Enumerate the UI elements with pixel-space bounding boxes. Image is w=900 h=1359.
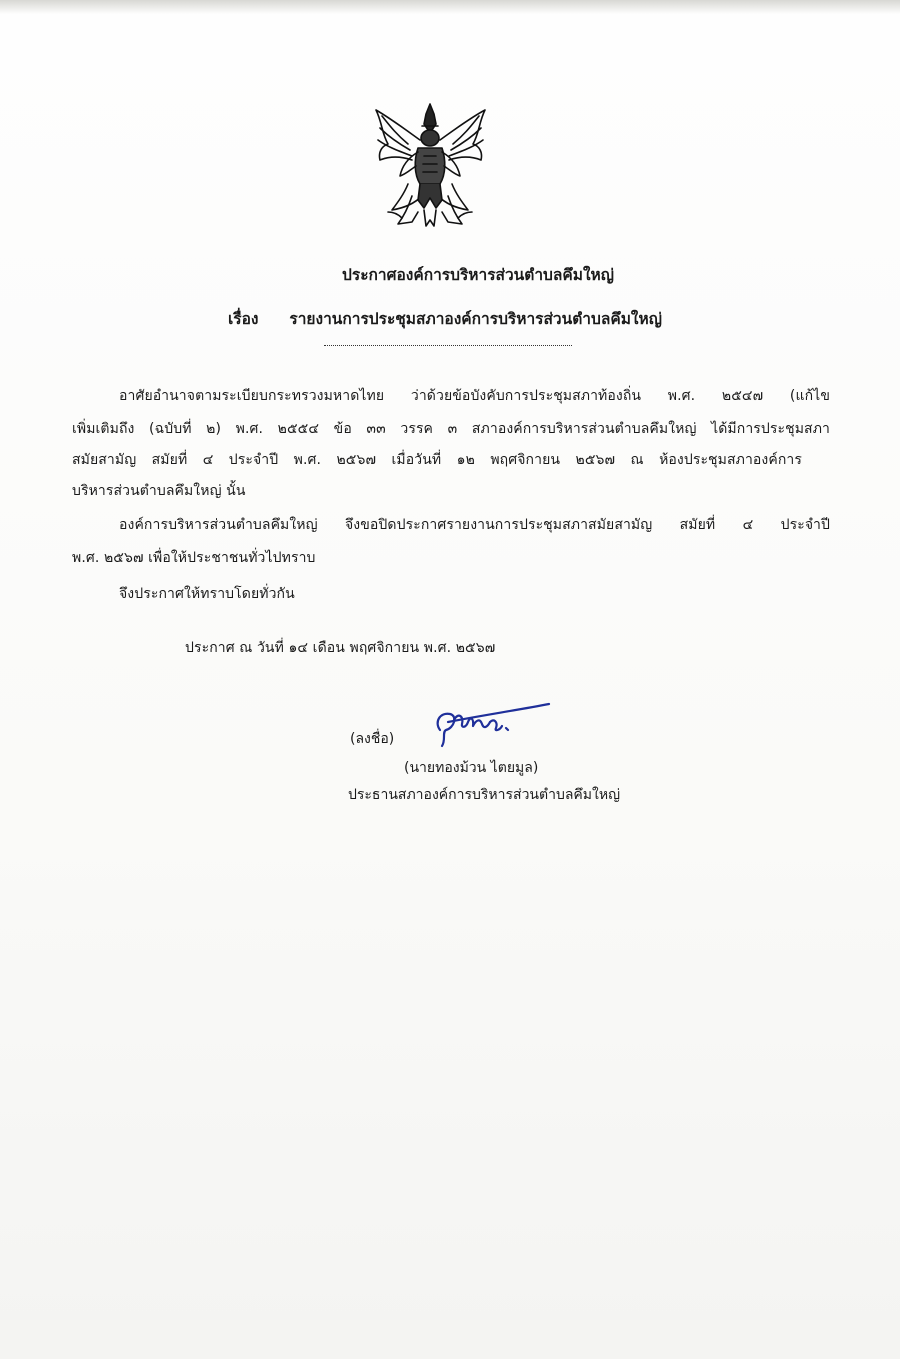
signer-position: ประธานสภาองค์การบริหารส่วนตำบลคึมใหญ่ <box>348 787 621 803</box>
paragraph1-line4: บริหารส่วนตำบลคึมใหญ่ นั้น <box>72 483 246 499</box>
announcement-date: ประกาศ ณ วันที่ ๑๔ เดือน พฤศจิกายน พ.ศ. ๒๕๖๗ <box>185 640 496 656</box>
page-top-edge <box>0 0 900 14</box>
handwritten-signature-icon <box>428 700 553 752</box>
paragraph1-line1: อาศัยอำนาจตามระเบียบกระทรวงมหาดไทย ว่าด้วยข้อบังคับการประชุมสภาท้องถิ่น พ.ศ. ๒๕๔๗ (แก้ไข <box>119 388 830 404</box>
paragraph2-line2: พ.ศ. ๒๕๖๗ เพื่อให้ประชาชนทั่วไปทราบ <box>72 550 316 566</box>
announcement-title: ประกาศองค์การบริหารส่วนตำบลคึมใหญ่ <box>342 266 614 284</box>
paragraph1-line2: เพิ่มเติมถึง (ฉบับที่ ๒) พ.ศ. ๒๕๕๔ ข้อ ๓๓ วรรค ๓ สภาองค์การบริหารส่วนตำบลคึมใหญ่ ได้มีการประชุมสภา <box>72 421 830 437</box>
closing-statement: จึงประกาศให้ทราบโดยทั่วกัน <box>119 586 295 602</box>
sign-prefix: (ลงชื่อ) <box>350 731 395 747</box>
paragraph2-line1: องค์การบริหารส่วนตำบลคึมใหญ่ จึงขอปิดประกาศรายงานการประชุมสภาสมัยสามัญ สมัยที่ ๔ ประจำปี <box>119 517 830 533</box>
subject-text: รายงานการประชุมสภาองค์การบริหารส่วนตำบลคึมใหญ่ <box>289 310 662 328</box>
signer-name: (นายทองม้วน ไตยมูล) <box>404 760 539 776</box>
subject-line <box>228 306 662 331</box>
garuda-emblem-icon <box>368 100 493 230</box>
paragraph1-line3: สมัยสามัญ สมัยที่ ๔ ประจำปี พ.ศ. ๒๕๖๗ เมื่อวันที่ ๑๒ พฤศจิกายน ๒๕๖๗ ณ ห้องประชุมสภาองค์การ <box>72 452 802 468</box>
dotted-divider <box>324 345 572 346</box>
subject-label: เรื่อง <box>228 310 259 328</box>
